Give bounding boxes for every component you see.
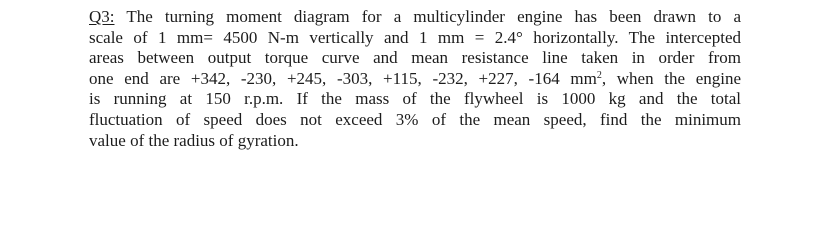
question-line-2: scale of 1 mm= 4500 N-m vertically and 1 mm = 2.4° horizontally. The intercepted xyxy=(89,27,741,47)
question-line-4-tail: , when the engine xyxy=(601,68,742,88)
question-line-4 xyxy=(89,69,741,90)
question-text xyxy=(89,7,741,151)
question-number: Q3: xyxy=(89,7,115,26)
question-line-7: value of the radius of gyration. xyxy=(89,130,299,150)
question-line-4-text: one end are +342, -230, +245, -303, +115, -232, +227, -164 mm xyxy=(89,68,597,88)
question-line-1-text: The turning moment diagram for a multicylinder engine has been drawn to a xyxy=(114,7,741,26)
area-unit-superscript: 2 xyxy=(596,69,602,81)
question-line-1 xyxy=(89,7,741,28)
question-line-3: areas between output torque curve and mean resistance line taken in order from xyxy=(89,48,741,68)
question-line-5: is running at 150 r.p.m. If the mass of the flywheel is 1000 kg and the total xyxy=(89,89,741,109)
question-line-6: fluctuation of speed does not exceed 3% of the mean speed, find the minimum xyxy=(89,109,741,129)
